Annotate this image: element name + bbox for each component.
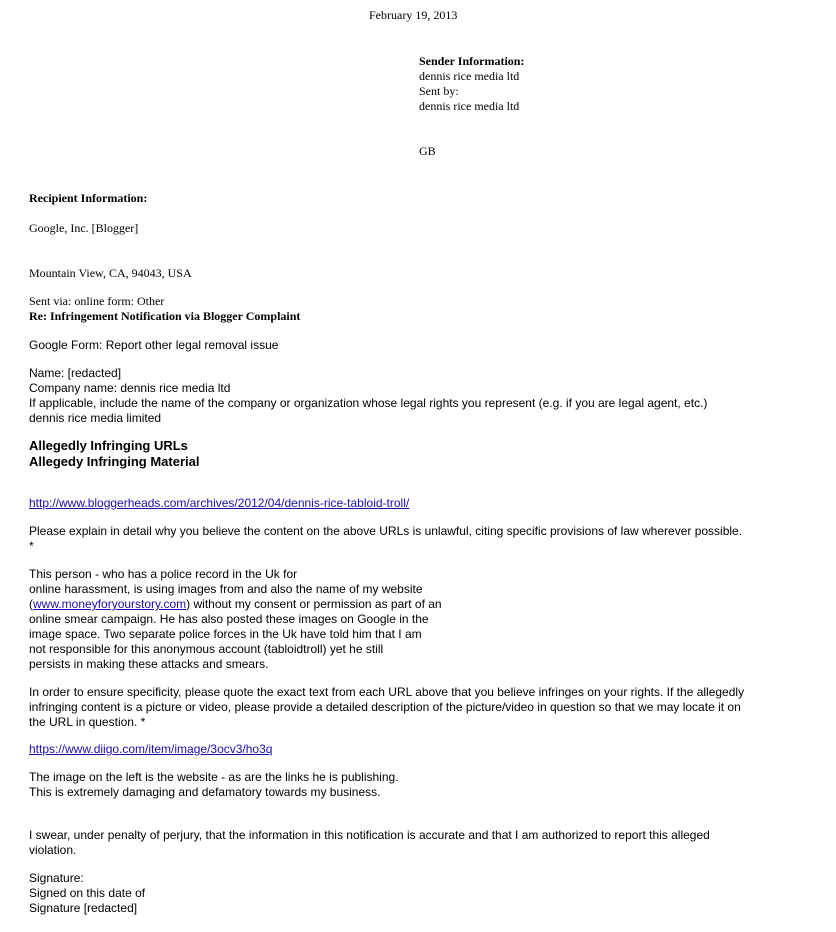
image-note-line: This is extremely damaging and defamatory towards my business. (29, 785, 381, 799)
specificity-line: infringing content is a picture or video, please provide a detailed description of the picture/video in question so that we may locate it on (29, 700, 741, 714)
company-line: Company name: dennis rice media ltd (29, 381, 231, 395)
subject-line: Re: Infringement Notification via Blogger Complaint (29, 309, 301, 323)
website-link[interactable]: www.moneyforyourstory.com (33, 597, 187, 611)
sender-name: dennis rice media ltd (419, 69, 520, 83)
perjury-line: violation. (29, 843, 77, 857)
diigo-url-container (29, 742, 272, 757)
specificity-line: In order to ensure specificity, please quote the exact text from each URL above that you believe infringes on your rights. If the allegedly (29, 685, 745, 699)
image-note-line: The image on the left is the website - as are the links he is publishing. (29, 770, 399, 784)
company-limited: dennis rice media limited (29, 411, 162, 425)
infringing-url-link[interactable]: http://www.bloggerheads.com/archives/2012/04/dennis-rice-tabloid-troll/ (29, 496, 410, 510)
explanation-line (29, 597, 442, 612)
section-material-heading: Allegedy Infringing Material (29, 454, 200, 469)
sender-heading: Sender Information: (419, 54, 525, 68)
explanation-line: online harassment, is using images from and also the name of my website (29, 582, 423, 596)
explain-asterisk: * (29, 539, 34, 553)
applicable-line: If applicable, include the name of the company or organization whose legal rights you represent (e.g. if you are legal agent, etc.) (29, 396, 708, 410)
explanation-line: This person - who has a police record in the Uk for (29, 567, 298, 581)
specificity-line: the URL in question. * (29, 715, 146, 729)
signature-block (29, 871, 145, 916)
explanation-line: image space. Two separate police forces in the Uk have told him that I am (29, 627, 422, 641)
explanation-line: not responsible for this anonymous account (tabloidtroll) yet he still (29, 642, 384, 656)
recipient-heading: Recipient Information: (29, 191, 148, 205)
letter-date: February 19, 2013 (369, 8, 458, 22)
signature-value: Signature [redacted] (29, 901, 138, 915)
name-line: Name: [redacted] (29, 366, 122, 380)
sender-country: GB (419, 144, 436, 158)
specificity-question (29, 685, 744, 730)
signed-on-line: Signed on this date of (29, 886, 146, 900)
paren-open: ( (29, 597, 33, 611)
explain-question (29, 524, 742, 554)
perjury-statement (29, 828, 710, 858)
explanation-line: online smear campaign. He has also posted these images on Google in the (29, 612, 429, 626)
google-form-type: Google Form: Report other legal removal issue (29, 338, 279, 352)
explanation-line: persists in making these attacks and smears. (29, 657, 269, 671)
explain-question-text: Please explain in detail why you believe the content on the above URLs is unlawful, citing specific provisions of law wherever possible. (29, 524, 743, 538)
image-note (29, 770, 399, 800)
recipient-address: Mountain View, CA, 94043, USA (29, 266, 192, 280)
requester-details (29, 366, 707, 426)
explanation-body (29, 567, 442, 672)
infringing-url-container (29, 496, 409, 511)
section-urls-heading: Allegedly Infringing URLs (29, 438, 188, 453)
sent-by-label: Sent by: (419, 84, 459, 98)
sent-by-value: dennis rice media ltd (419, 99, 520, 113)
recipient-name: Google, Inc. [Blogger] (29, 221, 139, 235)
section-headings (29, 438, 199, 470)
diigo-url-link[interactable]: https://www.diigo.com/item/image/3ocv3/ho3q (29, 742, 273, 756)
perjury-line: I swear, under penalty of perjury, that the information in this notification is accurate and that I am authorized to report this alleged (29, 828, 710, 842)
explanation-line3-rest: ) without my consent or permission as part of an (186, 597, 442, 611)
signature-label: Signature: (29, 871, 84, 885)
sender-info (419, 54, 524, 114)
sent-via: Sent via: online form: Other (29, 294, 165, 308)
